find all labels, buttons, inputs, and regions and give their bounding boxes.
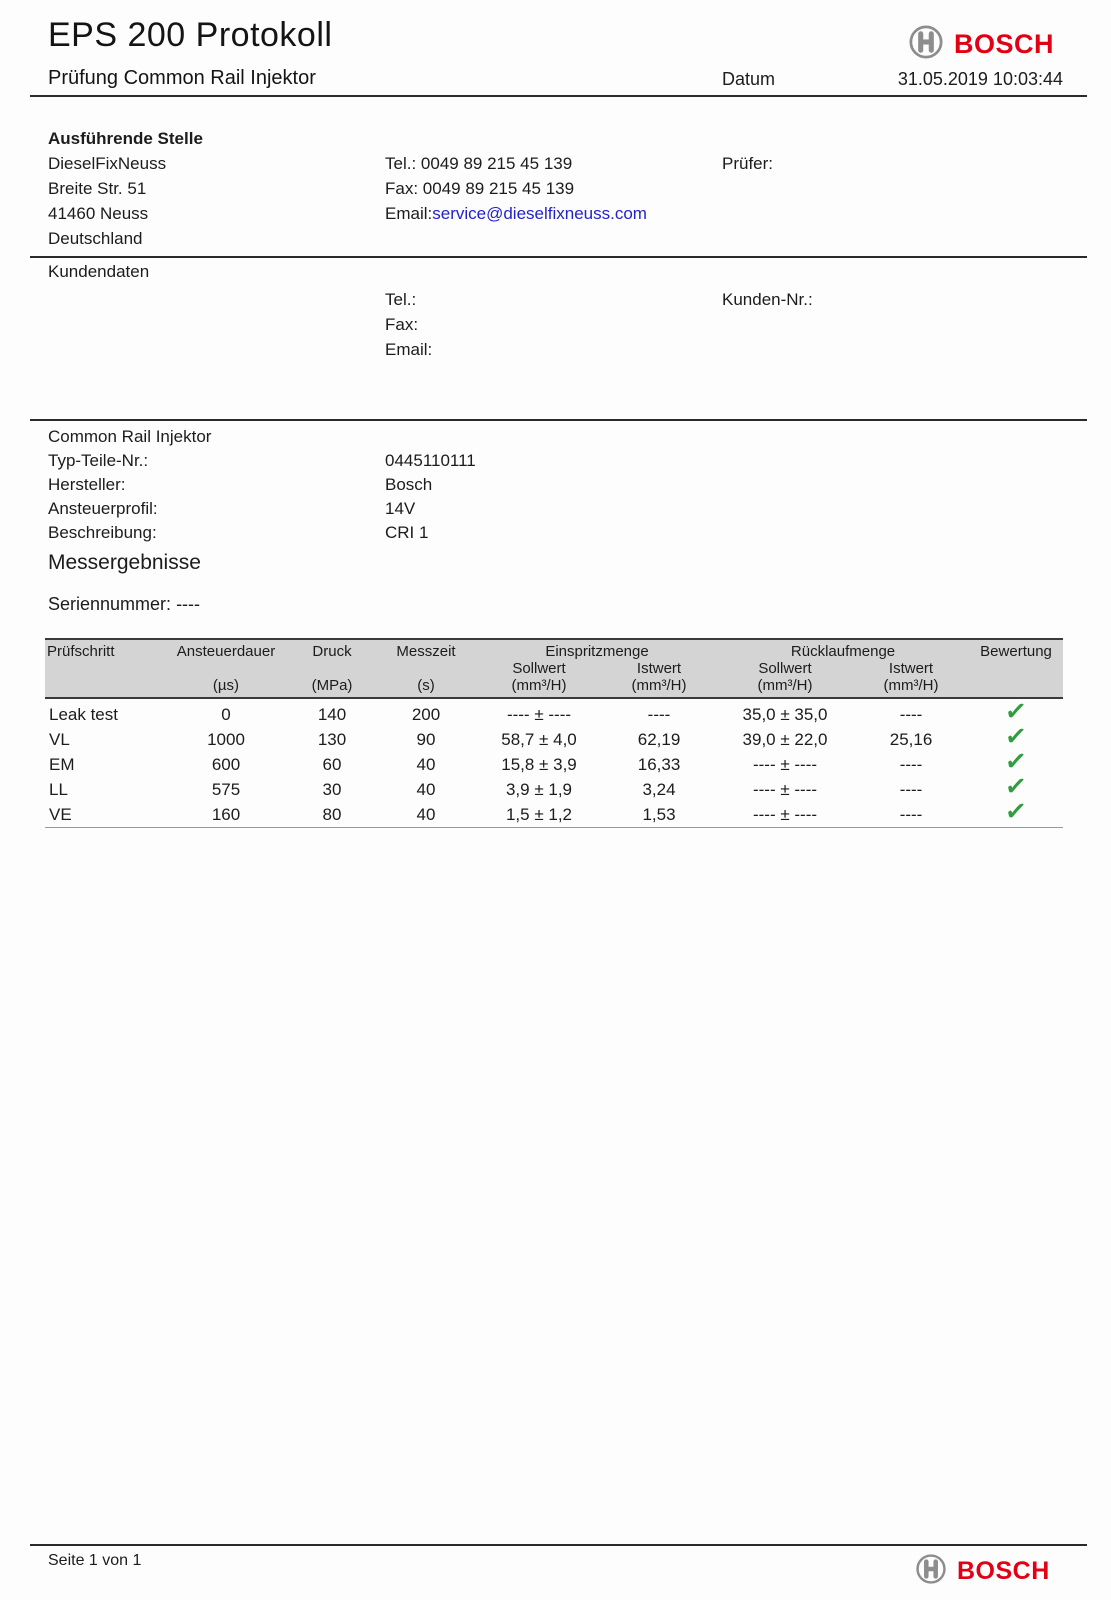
col-header-return: Rücklaufmenge: [790, 643, 896, 660]
date-label: Datum: [722, 69, 776, 89]
bosch-logo: [908, 24, 1054, 65]
customer-fax-label: Fax:: [385, 315, 419, 334]
cell-return-target: 39,0 ± 22,0: [742, 730, 828, 749]
results-table: [45, 638, 1063, 828]
workshop-email-label: Email:: [385, 204, 433, 223]
unit-return-target: (mm³/H): [757, 677, 813, 694]
workshop-country: Deutschland: [48, 229, 143, 248]
workshop-tel-label: Tel.:: [385, 154, 417, 173]
bosch-wordmark: BOSCH: [957, 1557, 1050, 1585]
cell-actuation: 0: [221, 705, 231, 724]
date-value: 31.05.2019 10:03:44: [897, 69, 1063, 89]
bosch-armature-icon: [908, 24, 944, 65]
cell-step: VE: [49, 805, 72, 824]
table-row: [45, 777, 1063, 802]
col-header-rating: Bewertung: [980, 643, 1052, 660]
cell-injection-target: 58,7 ± 4,0: [501, 730, 577, 749]
cell-return-actual: ----: [899, 780, 923, 799]
unit-return-actual: (mm³/H): [883, 677, 939, 694]
serial-number-value: ----: [176, 594, 201, 614]
cell-injection-target: 1,5 ± 1,2: [505, 805, 573, 824]
injector-manufacturer-label: Hersteller:: [48, 475, 126, 494]
page-number: Seite 1 von 1: [48, 1552, 142, 1569]
workshop-email: [385, 204, 647, 224]
subcol-return-target: Sollwert: [758, 660, 812, 677]
cell-pressure: 80: [322, 805, 342, 824]
subcol-injection-actual: Istwert: [636, 660, 682, 677]
cell-injection-actual: 3,24: [642, 780, 676, 799]
cell-injection-actual: 62,19: [637, 730, 681, 749]
table-row: [45, 802, 1063, 828]
customer-no-label: Kunden-Nr.:: [722, 290, 813, 309]
col-header-pressure: Druck: [312, 643, 352, 660]
col-header-time: Messzeit: [396, 643, 456, 660]
workshop-name: DieselFixNeuss: [48, 154, 167, 173]
injector-description-label: Beschreibung:: [48, 523, 157, 542]
customer-tel-label: Tel.:: [385, 290, 417, 309]
injector-section-title: Common Rail Injektor: [48, 427, 212, 446]
customer-section-title: Kundendaten: [48, 262, 150, 281]
cell-injection-target: 3,9 ± 1,9: [505, 780, 573, 799]
cell-return-actual: ----: [899, 755, 923, 774]
table-row: [45, 698, 1063, 727]
cell-injection-target: ---- ± ----: [506, 705, 572, 724]
workshop-fax-label: Fax:: [385, 179, 419, 198]
col-header-actuation: Ansteuerdauer: [176, 643, 276, 660]
workshop-tel: [385, 154, 572, 174]
header-divider: [30, 95, 1087, 97]
check-icon: ✓: [1003, 694, 1029, 728]
cell-injection-actual: 16,33: [637, 755, 681, 774]
cell-return-target: ---- ± ----: [752, 780, 818, 799]
cell-pressure: 130: [317, 730, 347, 749]
cell-return-actual: 25,16: [889, 730, 933, 749]
workshop-section-title: Ausführende Stelle: [48, 129, 203, 148]
cell-step: VL: [49, 730, 70, 749]
cell-time: 200: [411, 705, 441, 724]
workshop-fax: [385, 179, 574, 199]
check-icon: ✓: [1003, 744, 1029, 778]
footer-divider: [30, 1544, 1087, 1546]
cell-return-target: ---- ± ----: [752, 755, 818, 774]
cell-return-actual: ----: [899, 705, 923, 724]
cell-step: Leak test: [49, 705, 118, 724]
serial-number-label: Seriennummer:: [48, 594, 172, 614]
injector-description-value: CRI 1: [385, 523, 429, 542]
bosch-armature-icon: [915, 1553, 947, 1590]
cell-injection-target: 15,8 ± 3,9: [501, 755, 577, 774]
table-row: [45, 752, 1063, 777]
cell-actuation: 600: [211, 755, 241, 774]
results-heading: Messergebnisse: [48, 551, 201, 574]
bosch-wordmark: BOSCH: [954, 29, 1055, 59]
unit-injection-target: (mm³/H): [511, 677, 567, 694]
cell-actuation: 160: [211, 805, 241, 824]
col-header-step: Prüfschritt: [47, 643, 115, 660]
injector-manufacturer-value: Bosch: [385, 475, 433, 494]
cell-actuation: 575: [211, 780, 241, 799]
injector-profile-value: 14V: [385, 499, 416, 518]
workshop-fax-value: 0049 89 215 45 139: [422, 179, 575, 198]
bosch-logo-footer: [915, 1553, 1050, 1590]
cell-time: 90: [416, 730, 436, 749]
unit-time: (s): [417, 677, 435, 694]
workshop-street: Breite Str. 51: [48, 179, 147, 198]
cell-step: LL: [49, 780, 68, 799]
customer-email-label: Email:: [385, 340, 433, 359]
cell-injection-actual: ----: [647, 705, 671, 724]
check-icon: ✓: [1003, 719, 1029, 753]
cell-pressure: 140: [317, 705, 347, 724]
cell-return-target: ---- ± ----: [752, 805, 818, 824]
cell-time: 40: [416, 755, 436, 774]
page-title: EPS 200 Protokoll: [48, 16, 333, 54]
unit-injection-actual: (mm³/H): [631, 677, 687, 694]
table-row: [45, 727, 1063, 752]
cell-return-target: 35,0 ± 35,0: [742, 705, 828, 724]
injector-divider: [30, 419, 1087, 421]
injector-profile-label: Ansteuerprofil:: [48, 499, 158, 518]
serial-number: [48, 594, 200, 615]
unit-pressure: (MPa): [311, 677, 353, 694]
injector-type-value: 0445110111: [385, 451, 476, 470]
cell-time: 40: [416, 780, 436, 799]
cell-actuation: 1000: [207, 730, 245, 749]
check-icon: ✓: [1003, 769, 1029, 803]
col-header-injection: Einspritzmenge: [545, 643, 649, 660]
examiner-label: Prüfer:: [722, 154, 774, 173]
cell-injection-actual: 1,53: [642, 805, 676, 824]
workshop-email-link[interactable]: service@dieselfixneuss.com: [432, 204, 647, 223]
workshop-tel-value: 0049 89 215 45 139: [420, 154, 573, 173]
cell-return-actual: ----: [899, 805, 923, 824]
subcol-injection-target: Sollwert: [512, 660, 566, 677]
cell-pressure: 30: [322, 780, 342, 799]
subcol-return-actual: Istwert: [888, 660, 934, 677]
workshop-divider: [30, 256, 1087, 258]
page-subtitle: Prüfung Common Rail Injektor: [48, 67, 316, 89]
cell-pressure: 60: [322, 755, 342, 774]
cell-time: 40: [416, 805, 436, 824]
results-table-wrapper: [45, 638, 1063, 828]
injector-type-label: Typ-Teile-Nr.:: [48, 451, 149, 470]
workshop-city: 41460 Neuss: [48, 204, 149, 223]
cell-step: EM: [49, 755, 75, 774]
check-icon: ✓: [1003, 794, 1029, 828]
unit-actuation: (µs): [212, 677, 240, 694]
